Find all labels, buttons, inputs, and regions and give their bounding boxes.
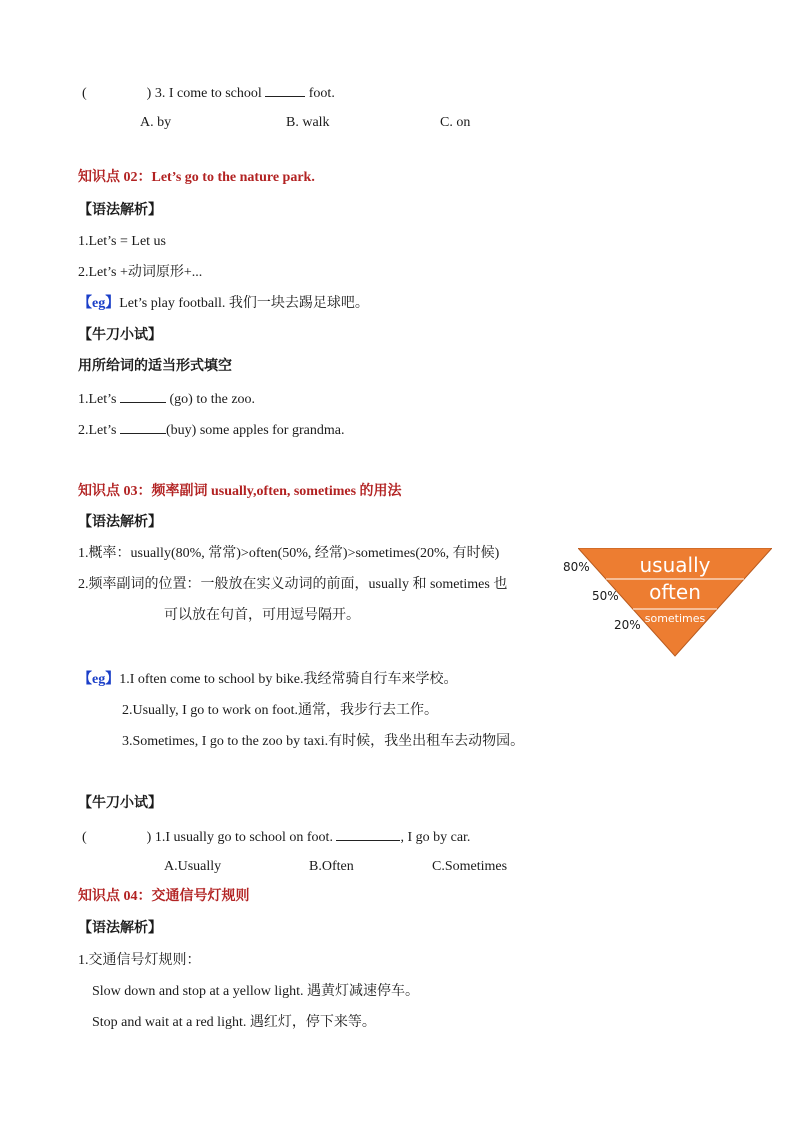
answer-blank[interactable] xyxy=(336,826,400,841)
example-text: Let’s play football. 我们一块去踢足球吧。 xyxy=(119,296,369,311)
exercise-text-before: 2.Let’s xyxy=(78,423,117,438)
answer-paren-open: ( xyxy=(82,86,87,101)
question-number: 3. xyxy=(154,86,166,101)
exercise-2 xyxy=(78,419,344,441)
grammar-point-continued: 可以放在句首，可用逗号隔开。 xyxy=(164,608,360,623)
pyramid-label-80: 80% xyxy=(563,560,590,574)
traffic-rule: Stop and wait at a red light. 遇红灯，停下来等。 xyxy=(92,1015,376,1030)
option-b[interactable]: B.Often xyxy=(309,859,354,874)
pyramid-word-sometimes: sometimes xyxy=(644,612,706,625)
eg-tag: 【eg】 xyxy=(78,672,120,687)
answer-paren-open: ( xyxy=(82,830,87,845)
grammar-point: 1.交通信号灯规则： xyxy=(78,953,201,968)
option-a[interactable]: A. by xyxy=(140,115,172,130)
pyramid-label-20: 20% xyxy=(614,618,641,632)
pyramid-label-50: 50% xyxy=(592,589,619,603)
example-line: 2.Usually, I go to work on foot.通常，我步行去工作。 xyxy=(122,703,439,718)
traffic-rule: Slow down and stop at a yellow light. 遇黄灯减速停车。 xyxy=(92,984,420,999)
option-c[interactable]: C. on xyxy=(440,115,471,130)
pyramid-word-often: often xyxy=(649,580,701,604)
option-a[interactable]: A.Usually xyxy=(164,859,222,874)
answer-paren-close: ) xyxy=(146,830,152,845)
grammar-point: 2.频率副词的位置：一般放在实义动词的前面，usually 和 sometimes 也 xyxy=(78,577,508,592)
practice-title: 【牛刀小试】 xyxy=(78,796,162,811)
pyramid-word-usually: usually xyxy=(639,553,711,577)
grammar-point: 2.Let’s +动词原形+... xyxy=(78,265,203,280)
question-text-after: , I go by car. xyxy=(400,830,471,845)
question-text-before: I come to school xyxy=(168,86,262,101)
eg-tag: 【eg】 xyxy=(78,296,120,311)
question-1 xyxy=(82,826,470,848)
answer-paren-close: ) xyxy=(146,86,152,101)
question-text-before: 1.I usually go to school on foot. xyxy=(154,830,333,845)
grammar-point: 1.概率：usually(80%, 常常)>often(50%, 经常)>sometimes(20%, 有时候) xyxy=(78,546,500,561)
exercise-1 xyxy=(78,388,255,410)
exercise-text-after: (go) to the zoo. xyxy=(169,392,256,407)
example-line xyxy=(78,670,458,690)
grammar-point: 1.Let’s = Let us xyxy=(78,234,166,249)
option-b[interactable]: B. walk xyxy=(286,115,330,130)
grammar-title: 【语法解析】 xyxy=(78,515,162,530)
section-04-heading: 知识点 04：交通信号灯规则 xyxy=(78,889,250,904)
answer-blank[interactable] xyxy=(120,388,166,403)
answer-blank[interactable] xyxy=(265,82,305,97)
practice-instruction: 用所给词的适当形式填空 xyxy=(78,359,232,374)
grammar-title: 【语法解析】 xyxy=(78,921,162,936)
section-02-heading: 知识点 02：Let’s go to the nature park. xyxy=(78,170,315,185)
exercise-text-after: (buy) some apples for grandma. xyxy=(166,423,345,438)
answer-blank[interactable] xyxy=(120,419,166,434)
question-3 xyxy=(82,82,335,104)
question-text-after: foot. xyxy=(308,86,335,101)
practice-title: 【牛刀小试】 xyxy=(78,328,162,343)
option-c[interactable]: C.Sometimes xyxy=(432,859,508,874)
section-03-heading: 知识点 03：频率副词 usually,often, sometimes 的用法 xyxy=(78,484,402,499)
example-line: 3.Sometimes, I go to the zoo by taxi.有时候，我坐出租车去动物园。 xyxy=(122,734,525,749)
example-line xyxy=(78,294,369,314)
example-text: 1.I often come to school by bike.我经常骑自行车来学校。 xyxy=(119,672,458,687)
grammar-title: 【语法解析】 xyxy=(78,203,162,218)
exercise-text-before: 1.Let’s xyxy=(78,392,117,407)
